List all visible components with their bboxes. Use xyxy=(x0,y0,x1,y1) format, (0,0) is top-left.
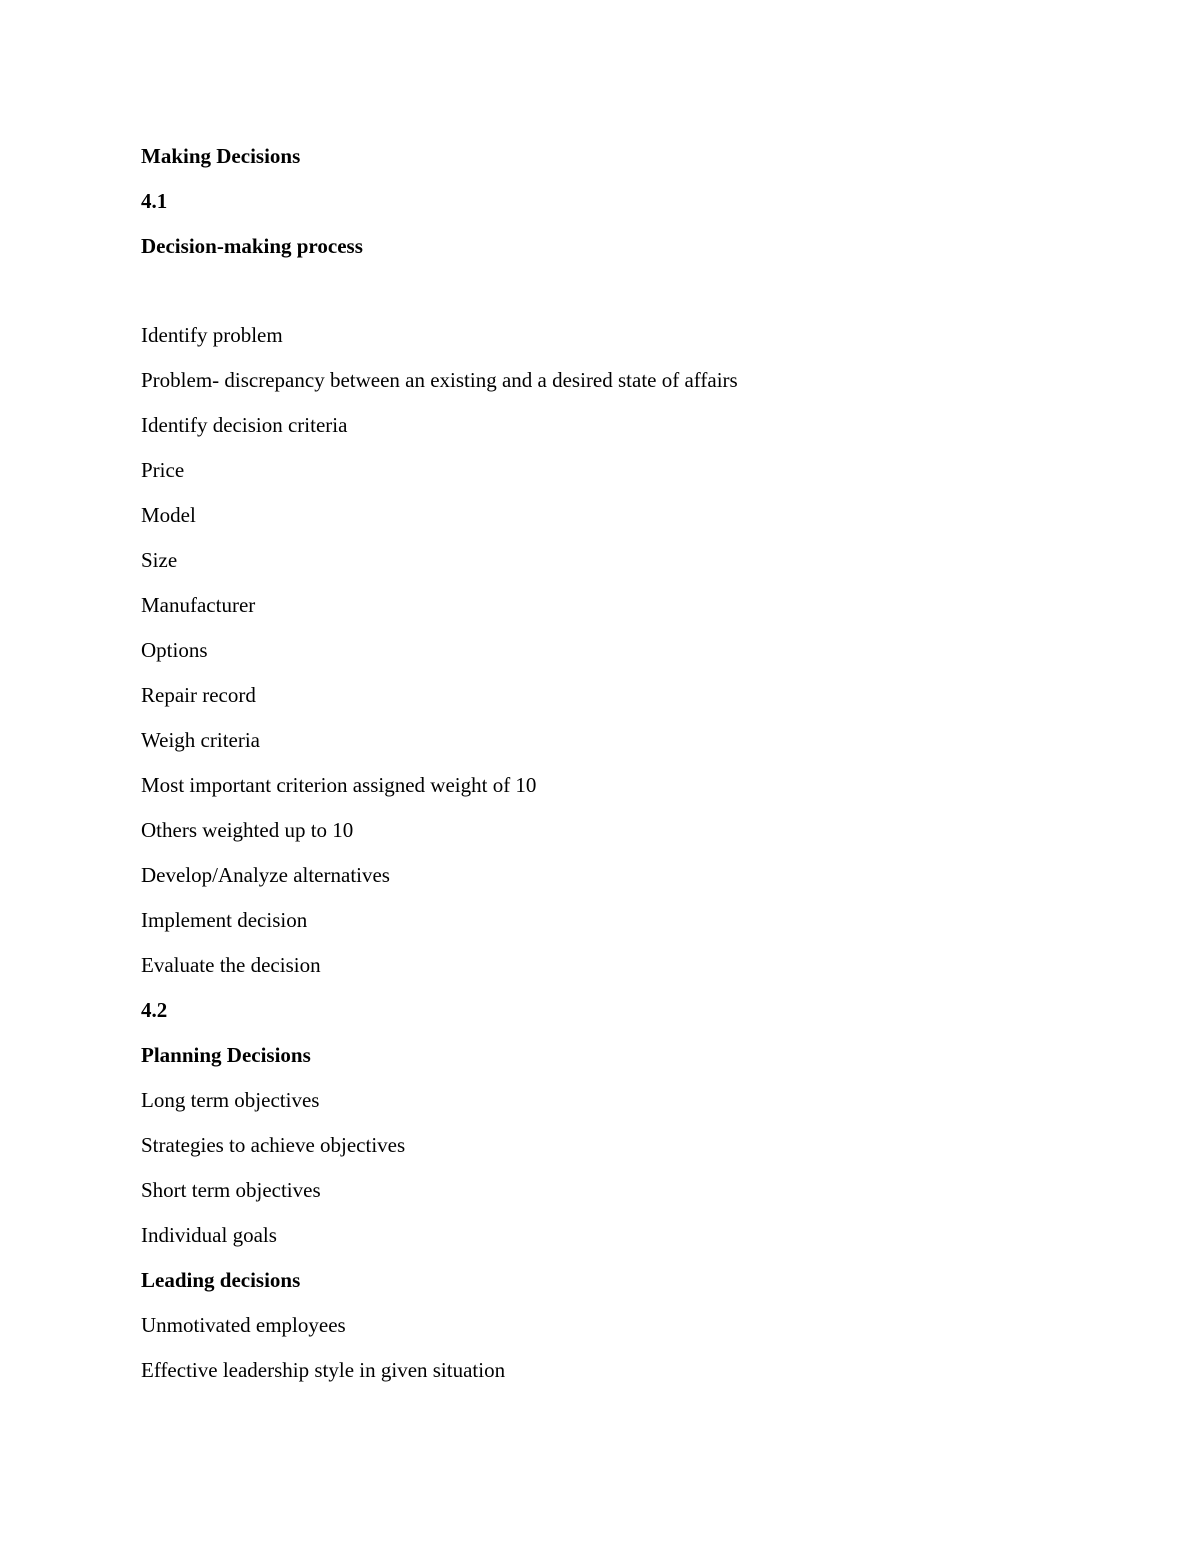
list-item: Strategies to achieve objectives xyxy=(141,1133,406,1157)
list-item: Identify decision criteria xyxy=(141,413,348,437)
document-body xyxy=(141,138,1081,1397)
list-item: Model xyxy=(141,503,196,527)
list-item: Identify problem xyxy=(141,323,283,347)
section-heading: Planning Decisions xyxy=(141,1043,311,1067)
list-item: Manufacturer xyxy=(141,593,256,617)
list-item: Repair record xyxy=(141,683,256,707)
blank-line xyxy=(141,273,1081,317)
document-title: Making Decisions xyxy=(141,144,301,168)
section-number: 4.1 xyxy=(141,189,168,213)
list-item: Short term objectives xyxy=(141,1178,321,1202)
list-item: Unmotivated employees xyxy=(141,1313,346,1337)
section-number: 4.2 xyxy=(141,998,168,1022)
section-heading: Decision-making process xyxy=(141,234,363,258)
list-item: Implement decision xyxy=(141,908,308,932)
list-item: Develop/Analyze alternatives xyxy=(141,863,390,887)
list-item: Effective leadership style in given situation xyxy=(141,1358,506,1382)
section-heading: Leading decisions xyxy=(141,1268,301,1292)
list-item: Weigh criteria xyxy=(141,728,260,752)
list-item: Others weighted up to 10 xyxy=(141,818,354,842)
list-item: Long term objectives xyxy=(141,1088,320,1112)
list-item: Size xyxy=(141,548,178,572)
list-item: Options xyxy=(141,638,208,662)
list-item: Evaluate the decision xyxy=(141,953,321,977)
list-item: Most important criterion assigned weight of 10 xyxy=(141,773,537,797)
list-item: Individual goals xyxy=(141,1223,277,1247)
list-item: Problem- discrepancy between an existing and a desired state of affairs xyxy=(141,368,738,392)
list-item: Price xyxy=(141,458,185,482)
